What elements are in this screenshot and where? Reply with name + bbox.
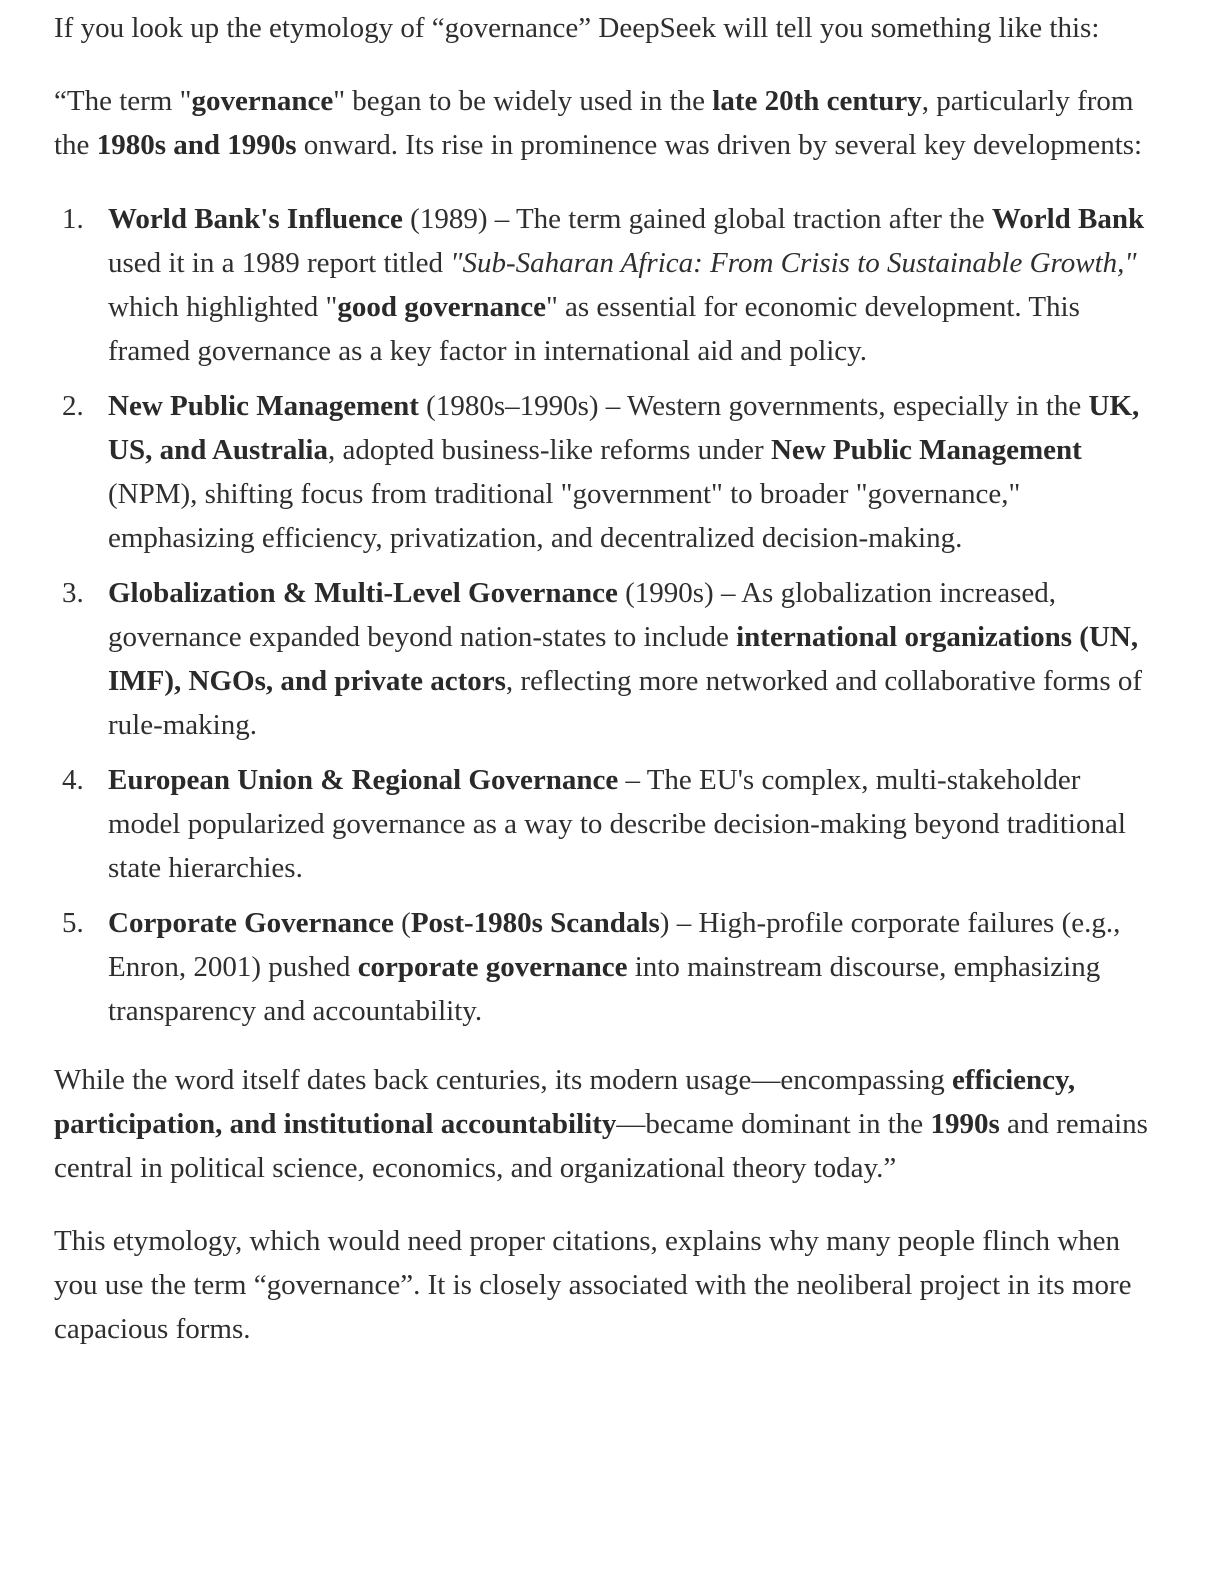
text-run: (NPM), shifting focus from traditional "government" to broader "governance," emphasizing efficiency, privatization, and decentralized decision-making. <box>108 478 1021 554</box>
text-run: into mainstream discourse, emphasizing transparency and accountability. <box>108 951 1101 1027</box>
bold-run: Corporate Governance <box>108 907 394 939</box>
bold-run: New Public Management <box>770 434 1082 466</box>
text-run: ( <box>393 907 411 939</box>
text-run: , adopted business-like reforms under <box>327 434 771 466</box>
text-run: While the word itself dates back centuries, its modern usage—encompassing <box>54 1064 952 1096</box>
bold-run: Globalization & Multi-Level Governance <box>108 577 618 609</box>
bold-run: late 20th century <box>712 85 922 117</box>
text-run: and remains central in political science, economics, and organizational theory today.” <box>54 1108 1148 1184</box>
bold-run: Post-1980s Scandals <box>410 907 660 939</box>
final-paragraph <box>54 1219 1154 1351</box>
final-text: This etymology, which would need proper citations, explains why many people flinch when you use the term “governance”. It is closely associated with the neoliberal project in its more capacious forms. <box>54 1225 1132 1345</box>
list-number: 3. <box>62 577 84 609</box>
bold-run: World Bank's Influence <box>108 203 403 235</box>
list-number: 4. <box>62 764 84 796</box>
list-number: 1. <box>62 203 84 235</box>
list-item <box>54 571 1154 747</box>
report-title: "Sub-Saharan Africa: From Crisis to Sustainable Growth," <box>450 247 1137 279</box>
text-run: " began to be widely used in the <box>333 85 713 117</box>
bold-run: good governance <box>337 291 546 323</box>
bold-run: international organizations (UN, IMF), NGOs, and private actors <box>108 621 1139 697</box>
bold-run: governance <box>191 85 334 117</box>
developments-list <box>54 197 1154 1033</box>
intro-paragraph <box>54 6 1154 50</box>
text-run: (1989) – The term gained global traction after the <box>402 203 992 235</box>
text-run: " as essential for economic development. This framed governance as a key factor in international aid and policy. <box>108 291 1080 367</box>
text-run: used it in a 1989 report titled <box>108 247 451 279</box>
list-number: 5. <box>62 907 84 939</box>
list-item <box>54 901 1154 1033</box>
list-item <box>54 384 1154 560</box>
bold-run: New Public Management <box>108 390 419 422</box>
text-run: —became dominant in the <box>616 1108 931 1140</box>
bold-run: 1980s and 1990s <box>96 129 297 161</box>
list-item <box>54 758 1154 890</box>
text-run: onward. Its rise in prominence was driven by several key developments: <box>296 129 1143 161</box>
list-number: 2. <box>62 390 84 422</box>
bold-run: efficiency, participation, and institutional accountability <box>54 1064 1076 1140</box>
text-run: , particularly from the <box>54 85 1134 161</box>
bold-run: European Union & Regional Governance <box>108 764 619 796</box>
bold-run: World Bank <box>991 203 1145 235</box>
bold-run: 1990s <box>930 1108 1000 1140</box>
text-run: – The EU's complex, multi-stakeholder model popularized governance as a way to describe decision-making beyond traditional state hierarchies. <box>108 764 1126 884</box>
text-run: (1990s) – As globalization increased, governance expanded beyond nation-states to include <box>108 577 1056 653</box>
text-run: which highlighted " <box>108 291 338 323</box>
text-run: (1980s–1990s) – Western governments, especially in the <box>418 390 1089 422</box>
article-body <box>54 6 1154 1351</box>
text-run: ) – High-profile corporate failures (e.g., Enron, 2001) pushed <box>108 907 1121 983</box>
bold-run: corporate governance <box>357 951 628 983</box>
text-run: , reflecting more networked and collaborative forms of rule-making. <box>108 665 1143 741</box>
list-item <box>54 197 1154 373</box>
quote-lead-paragraph <box>54 79 1154 167</box>
bold-run: UK, US, and Australia <box>108 390 1140 466</box>
text-run: “The term " <box>54 85 192 117</box>
quote-close-paragraph <box>54 1058 1154 1190</box>
intro-text: If you look up the etymology of “governance” DeepSeek will tell you something like this: <box>54 12 1100 44</box>
